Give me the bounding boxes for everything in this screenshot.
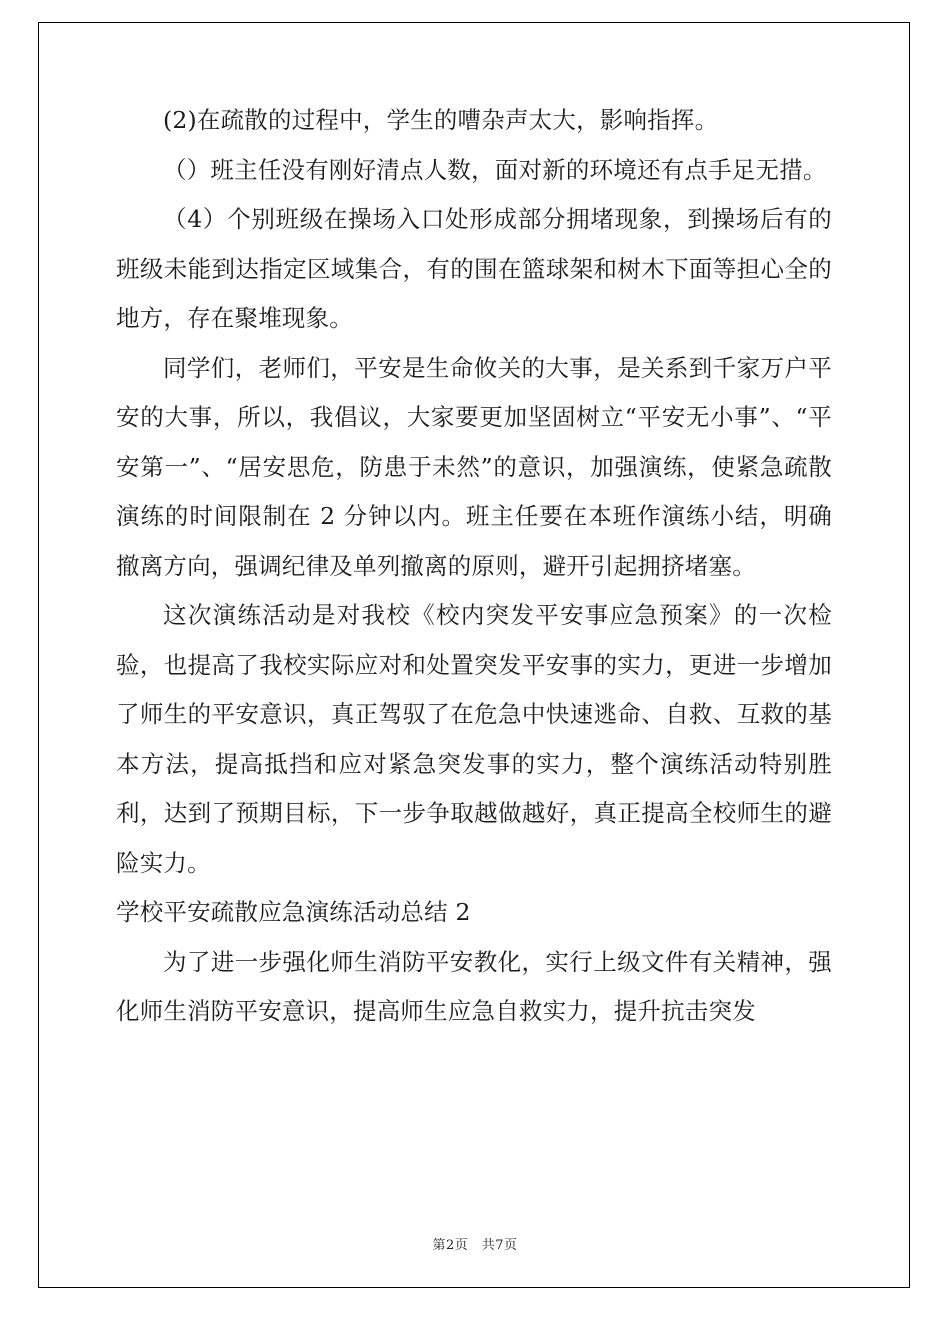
paragraph-3: （4）个别班级在操场入口处形成部分拥堵现象，到操场后有的班级未能到达指定区域集合，有的围在篮球架和树木下面等担心全的地方，存在聚堆现象。: [116, 205, 832, 332]
paragraph-2: （）班主任没有刚好清点人数，面对新的环境还有点手足无措。: [163, 155, 827, 184]
paragraph-1: (2)在疏散的过程中，学生的嘈杂声太大，影响指挥。: [163, 106, 719, 134]
paragraph-4: 同学们，老师们，平安是生命攸关的大事，是关系到千家万户平安的大事，所以，我倡议，大家要更加坚固树立“平安无小事”、“平安第一”、“居安思危，防患于未然”的意识，加强演练，使紧急疏散演练的时间限制在 2 分钟以内。班主任要在本班作演练小结，明确撤离方向，强调纪律及单列撤离的原则，避开引起拥挤堵塞。: [116, 353, 832, 580]
page-footer: 第2页 共7页: [432, 1238, 518, 1253]
document-body: [116, 96, 832, 1037]
paragraph-6: 为了进一步强化师生消防平安教化，实行上级文件有关精神，强化师生消防平安意识，提高师生应急自救实力，提升抗击突发: [116, 947, 832, 1025]
section-heading: 学校平安疏散应急演练活动总结 2: [116, 898, 471, 926]
paragraph-5: 这次演练活动是对我校《校内突发平安事应急预案》的一次检验，也提高了我校实际应对和处置突发平安事的实力，更进一步增加了师生的平安意识，真正驾驭了在危急中快速逃命、自救、互救的基本方法，提高抵挡和应对紧急突发事的实力，整个演练活动特别胜利，达到了预期目标，下一步争取越做越好，真正提高全校师生的避险实力。: [116, 601, 832, 877]
